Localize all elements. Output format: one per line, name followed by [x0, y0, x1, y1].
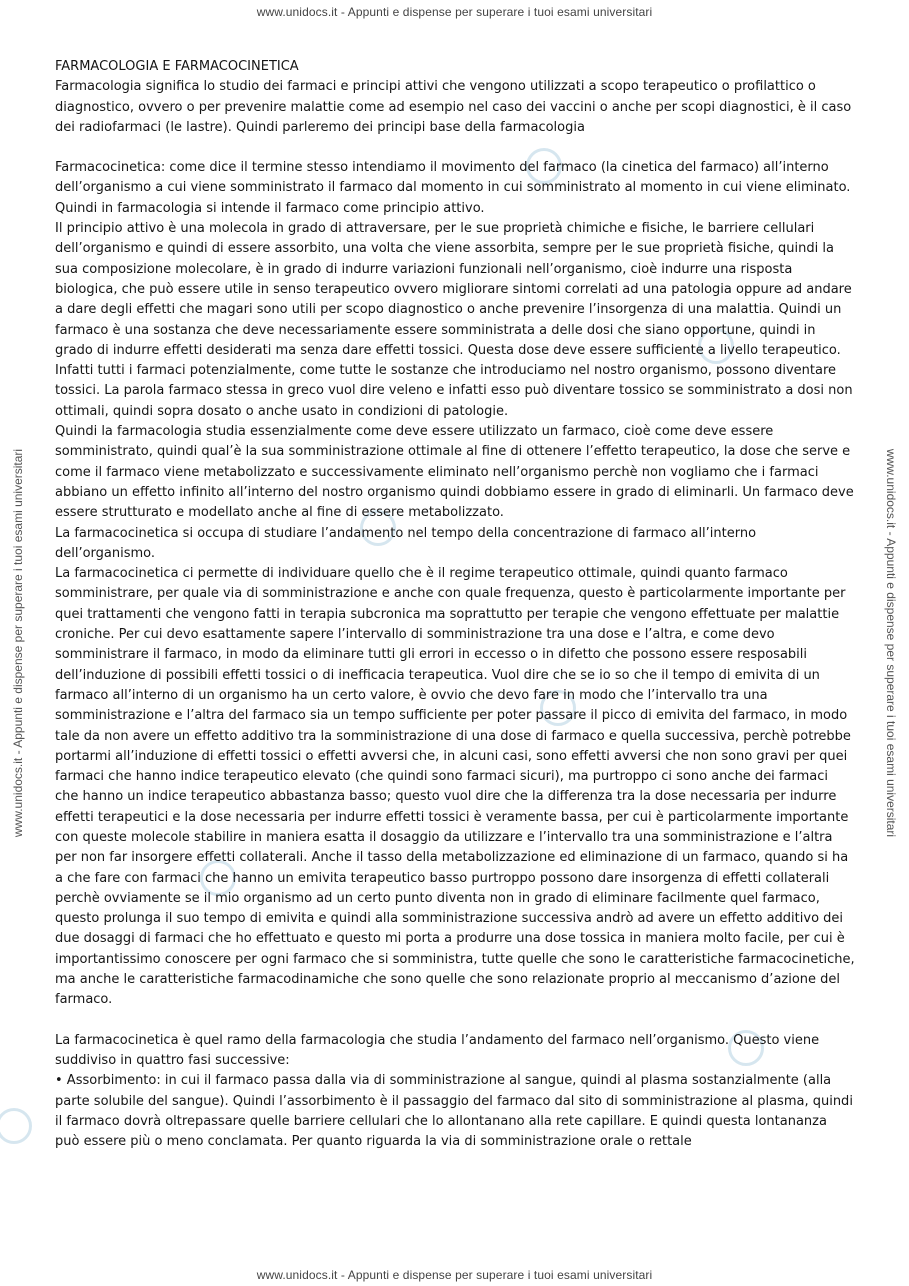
paragraph: La farmacocinetica ci permette di individuare quello che è il regime terapeutico ottimale, quindi quanto farmaco somministrare, per quale via di somministrazione e anche con quale frequenza, questo è particolarmente importante per quei trattamenti che vengono fatti in terapia subcronica ma soprattutto per terapie che vengono effettuate per malattie croniche. Per cui devo esattamente sapere l’intervallo di somministrazione tra una dose e l’altra, e come devo somministrare il farmaco, in modo da eliminare tutti gli errori in eccesso o in difetto che possono essere resposabili dell’induzione di possibili effetti tossici o di inefficacia terapeutica. Vuol dire che se io so che il tempo di emivita di un farmaco all’interno di un organismo ha un certo valore, è ovvio che devo fare in modo che l’intervallo tra una somministrazione e l’altra del farmaco sia un tempo sufficiente per poter passare il picco di emivita del farmaco, in modo tale da non avere un effetto additivo tra la somministrazione di una dose di farmaco e quella successiva, perchè potrebbe portarmi all’induzione di effetti tossici o effetti avversi che, in alcuni casi, sono effetti avversi che non sono gravi per quei farmaci che hanno indice terapeutico elevato (che quindi sono farmaci sicuri), ma purtroppo ci sono anche dei farmaci che hanno un indice terapeutico abbastanza basso; questo vuol dire che la differenza tra la dose necessaria per indurre effetti terapeutici e la dose necessaria per indurre effetti tossici è veramente bassa, per cui è particolarmente importante con queste molecole stabilire in maniera esatta il dosaggio da utilizzare e l’intervallo tra una somministrazione e l’altra per non far insorgere effetti collaterali. Anche il tasso della metabolizzazione ed eliminazione di un farmaco, quando si ha a che fare con farmaci che hanno un emivita terapeutico basso purtroppo possono dare insorgenza di effetti collaterali perchè ovviamente se il mio organismo ad un certo punto diventa non in grado di eliminare facilmente quel farmaco, questo prolunga il suo tempo di emivita e quindi alla somministrazione successiva andrò ad avere un effetto additivo dei due dosaggi di farmaci che ho effettuato e questo mi porta a produrre una dose tossica in maniera molto facile, per cui è importantissimo conoscere per ogni farmaco che si somministra, tutte quelle che sono le caratteristiche farmacocinetiche, ma anche le caratteristiche farmacodinamiche che sono quelle che sono relazionate proprio al meccanismo d’azione del farmaco.	[55, 566, 855, 1008]
paragraph: Quindi in farmacologia si intende il farmaco come principio attivo.	[55, 200, 485, 216]
paragraph: Farmacocinetica: come dice il termine stesso intendiamo il movimento del farmaco (la cinetica del farmaco) all’interno dell’organismo a cui viene somministrato il farmaco dal momento in cui somministrato al momento in cui viene eliminato.	[55, 160, 851, 196]
paragraph: Il principio attivo è una molecola in grado di attraversare, per le sue proprietà chimiche e fisiche, le barriere cellulari dell’organismo e quindi di essere assorbito, una volta che viene assorbita, sempre per le sue proprietà fisiche, quindi la sua composizione molecolare, è in grado di indurre variazioni funzionali nell’organismo, cioè indurre una risposta biologica, che può essere utile in senso terapeutico ovvero migliorare sintomi correlati ad una patologia oppure ad andare a dare degli effetti che magari sono utili per scopo diagnostico o anche prevenire l’insorgenza di una malattia. Quindi un farmaco è una sostanza che deve necessariamente essere somministrata a delle dosi che siano opportune, quindi in grado di indurre effetti desiderati ma senza dare effetti tossici. Questa dose deve essere sufficiente a livello terapeutico.	[55, 221, 852, 358]
section2-intro: La farmacocinetica è quel ramo della farmacologia che studia l’andamento del farmaco nell’organismo. Questo viene suddiviso in quattro fasi successive:	[55, 1032, 820, 1068]
paragraph: Infatti tutti i farmaci potenzialmente, come tutte le sostanze che introduciamo nel nostro organismo, possono diventare tossici. La parola farmaco stessa in greco vuol dire veleno e infatti esso può diventare tossico se somministrato a dosi non ottimali, quindi sopra dosato o anche usato in condizioni di patologie.	[55, 363, 853, 419]
spacer	[55, 138, 855, 158]
spacer	[55, 1011, 855, 1031]
bullet-item: • Assorbimento: in cui il farmaco passa dalla via di somministrazione al sangue, quindi al plasma sostanzialmente (alla parte solubile del sangue). Quindi l’assorbimento è il passaggio del farmaco dal sito di somministrazione al plasma, quindi il farmaco dovrà oltrepassare quelle barriere cellulari che lo allontanano alla rete capillare. E quindi questa lontananza può essere più o meno conclamata. Per quanto riguarda la via di somministrazione orale o rettale	[55, 1073, 853, 1150]
watermark-left: www.unidocs.it - Appunti e dispense per superare i tuoi esami universitari	[11, 448, 25, 838]
watermark-header: www.unidocs.it - Appunti e dispense per superare i tuoi esami universitari	[256, 5, 653, 19]
paragraph: Quindi la farmacologia studia essenzialmente come deve essere utilizzato un farmaco, cioè come deve essere somministrato, quindi qual’è la sua somministrazione ottimale al fine di ottenere l’effetto terapeutico, la dose che serve e come il farmaco viene metabolizzato e successivamente eliminato nell’organismo perchè non vogliamo che i farmaci abbiano un effetto infinito all’interno del nostro organismo quindi dobbiamo essere in grado di eliminarli. Un farmaco deve essere strutturato e modellato anche al fine di essere metabolizzato.	[55, 424, 854, 521]
document-body	[55, 57, 855, 1152]
paragraph: La farmacocinetica si occupa di studiare l’andamento nel tempo della concentrazione di farmaco all’interno dell’organismo.	[55, 525, 757, 561]
document-title: FARMACOLOGIA E FARMACOCINETICA	[55, 59, 299, 74]
watermark-footer: www.unidocs.it - Appunti e dispense per superare i tuoi esami universitari	[256, 1268, 653, 1282]
intro-paragraph: Farmacologia significa lo studio dei farmaci e principi attivi che vengono utilizzati a scopo terapeutico o profilattico o diagnostico, ovvero o per prevenire malattie come ad esempio nel caso dei vaccini o anche per scopi diagnostici, è il caso dei radiofarmaci (le lastre). Quindi parleremo dei principi base della farmacologia	[55, 79, 852, 135]
watermark-right: www.unidocs.it - Appunti e dispense per superare i tuoi esami universitari	[884, 448, 898, 838]
unidocs-logo-icon	[0, 1108, 32, 1144]
